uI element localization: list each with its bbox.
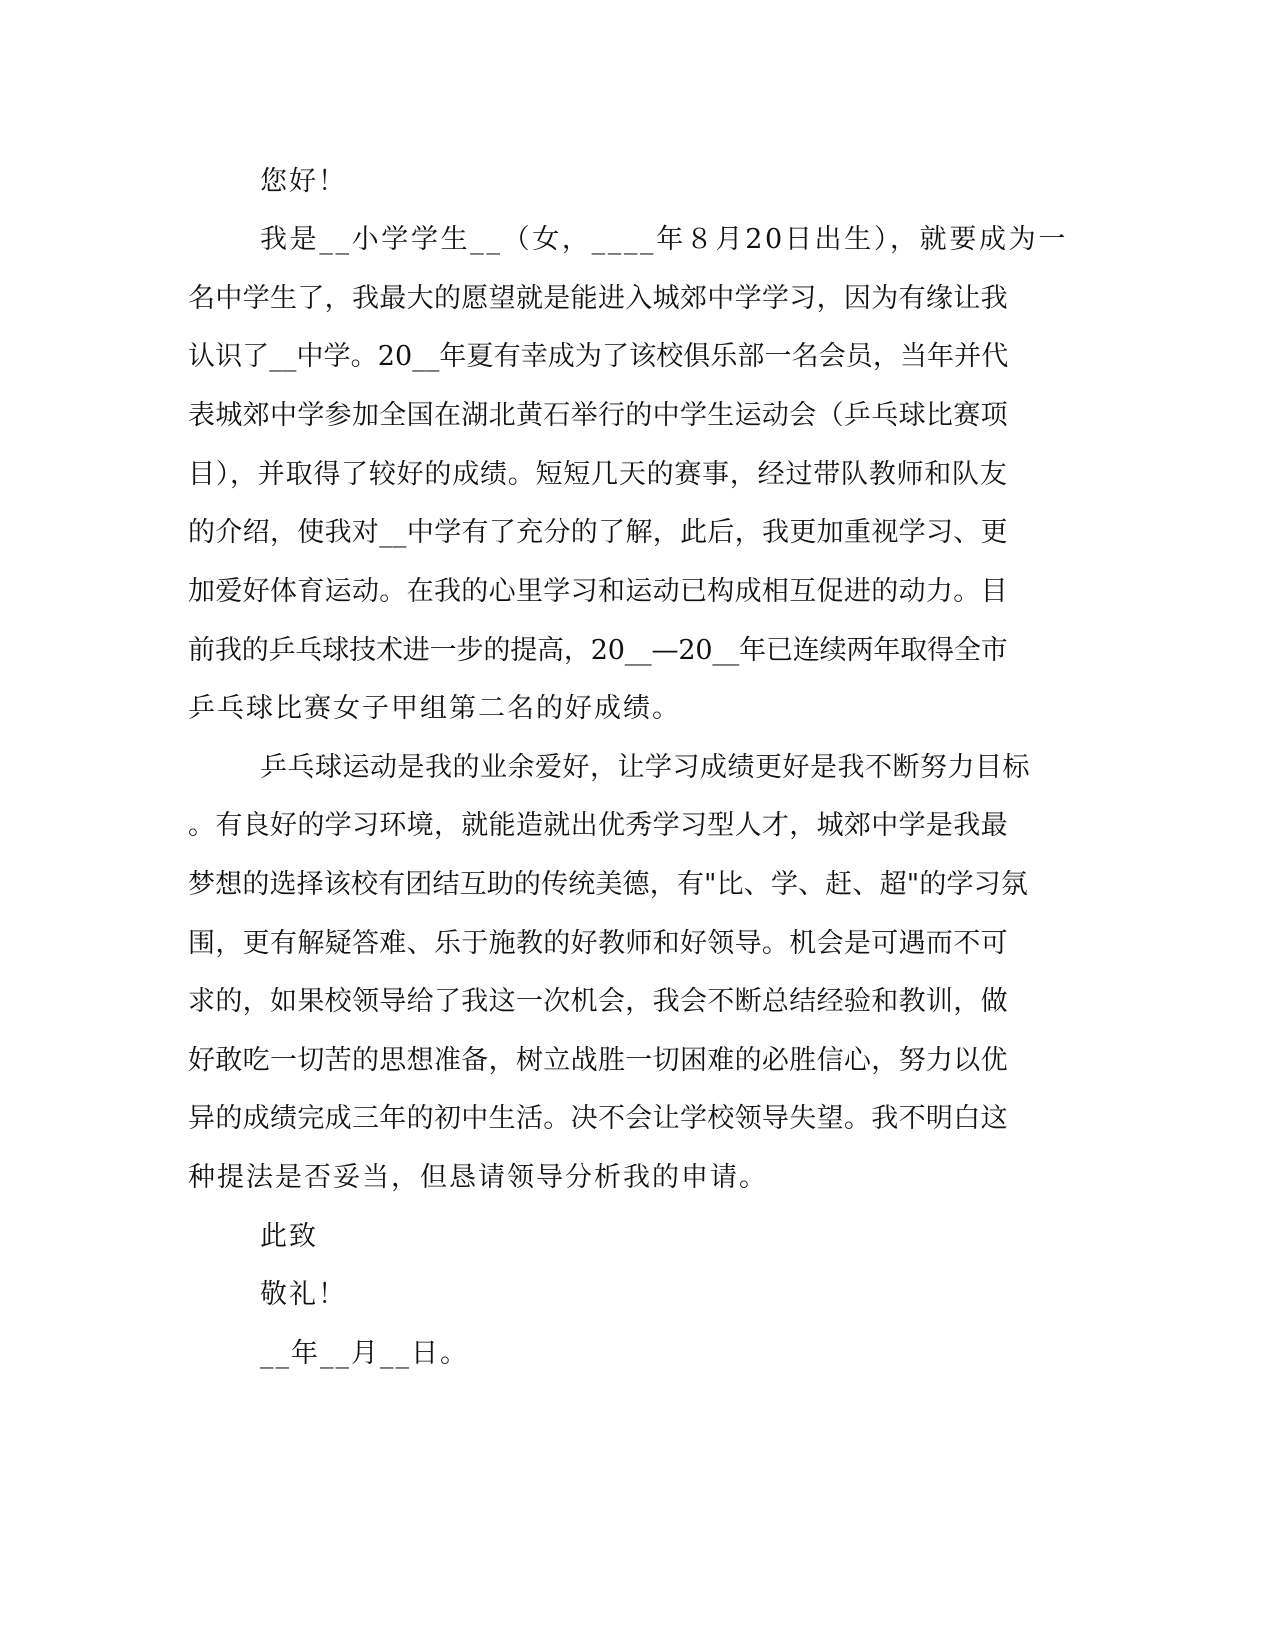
- paragraph1-line2: 名中学生了，我最大的愿望就是能进入城郊中学学习，因为有缘让我: [188, 283, 1008, 314]
- paragraph2-line3: 梦想的选择该校有团结互助的传统美德，有"比、学、赶、超"的学习氛: [188, 869, 1028, 900]
- paragraph1-line1: 我是__小学学生__（女，____年８月20日出生），就要成为一: [260, 224, 1068, 255]
- paragraph2-line1: 乒乓球运动是我的业余爱好，让学习成绩更好是我不断努力目标: [260, 752, 1030, 783]
- greeting: 您好！: [260, 166, 347, 197]
- paragraph2-line8: 种提法是否妥当，但恳请领导分析我的申请。: [188, 1162, 768, 1193]
- closing-regards: 敬礼！: [260, 1279, 347, 1310]
- paragraph1-line7: 加爱好体育运动。在我的心里学习和运动已构成相互促进的动力。目: [188, 576, 1008, 607]
- paragraph1-line4: 表城郊中学参加全国在湖北黄石举行的中学生运动会（乒乓球比赛项: [188, 400, 1008, 431]
- paragraph1-line3: 认识了__中学。20__年夏有幸成为了该校俱乐部一名会员，当年并代: [188, 341, 1009, 372]
- paragraph1-line8: 前我的乒乓球技术进一步的提高，20__—20__年已连续两年取得全市: [188, 635, 1008, 666]
- paragraph1-line9: 乒乓球比赛女子甲组第二名的好成绩。: [188, 693, 681, 724]
- paragraph2-line5: 求的，如果校领导给了我这一次机会，我会不断总结经验和教训，做: [188, 986, 1008, 1017]
- paragraph1-line5: 目），并取得了较好的成绩。短短几天的赛事，经过带队教师和队友: [188, 459, 1008, 490]
- paragraph1-line6: 的介绍，使我对__中学有了充分的了解，此后，我更加重视学习、更: [188, 517, 1008, 548]
- paragraph2-line4: 围，更有解疑答难、乐于施教的好教师和好领导。机会是可遇而不可: [188, 928, 1008, 959]
- paragraph2-line6: 好敢吃一切苦的思想准备，树立战胜一切困难的必胜信心，努力以优: [188, 1045, 1008, 1076]
- paragraph2-line2: 。有良好的学习环境，就能造就出优秀学习型人才，城郊中学是我最: [188, 810, 1008, 841]
- paragraph2-line7: 异的成绩完成三年的初中生活。决不会让学校领导失望。我不明白这: [188, 1103, 1008, 1134]
- date-line: __年__月__日。: [260, 1338, 469, 1369]
- closing-salutation: 此致: [260, 1221, 318, 1252]
